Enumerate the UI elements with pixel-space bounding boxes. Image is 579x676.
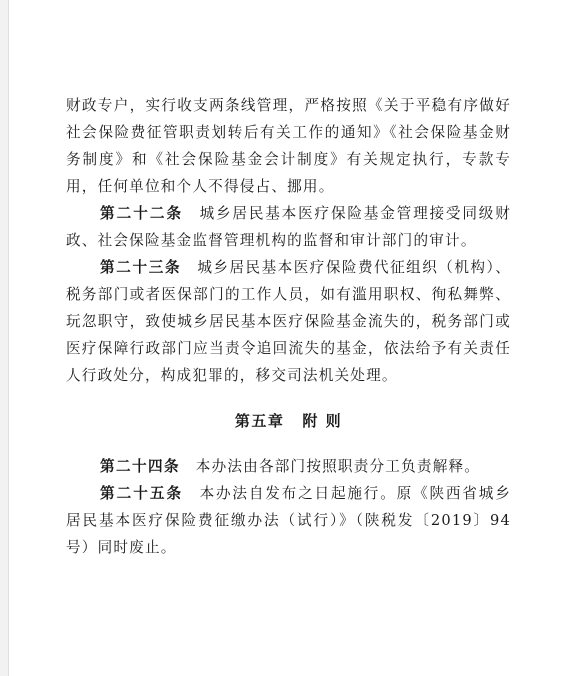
article-23 [66,254,511,389]
article-text: 本办法自发布之日起施行。原《陕西省城乡居民基本医疗保险费征缴办法（试行）》（陕税发〔2019〕94号）同时废止。 [66,485,511,556]
article-number: 第二十二条 [100,205,184,222]
continuation-paragraph: 财政专户，实行收支两条线管理，严格按照《关于平稳有序做好社会保险费征管职责划转后有关工作的通知》《社会保险基金财务制度》和《社会保险基金会计制度》有关规定执行，专款专用，任何单位和个人不得侵占、挪用。 [66,97,511,195]
chapter-number: 第五章 [234,412,285,430]
article-24 [66,453,511,480]
article-25 [66,480,511,561]
article-number: 第二十三条 [100,259,182,276]
article-22 [66,200,511,254]
article-number: 第二十四条 [100,458,180,475]
article-number: 第二十五条 [100,485,184,502]
document-body [66,92,511,561]
chapter-heading [66,408,511,435]
article-text: 本办法由各部门按照职责分工负责解释。 [195,458,481,475]
page-edge [0,0,9,676]
article-text: 城乡居民基本医疗保险费代征组织（机构）、税务部门或者医保部门的工作人员，如有滥用职权、徇私舞弊、玩忽职守，致使城乡居民基本医疗保险基金流失的，税务部门或医疗保障行政部门应当责令追回流失的基金，依法给予有关责任人行政处分，构成犯罪的，移交司法机关处理。 [66,259,511,384]
chapter-title: 附 则 [302,412,343,430]
article-text: 城乡居民基本医疗保险基金管理接受同级财政、社会保险基金监督管理机构的监督和审计部门的审计。 [66,205,511,249]
